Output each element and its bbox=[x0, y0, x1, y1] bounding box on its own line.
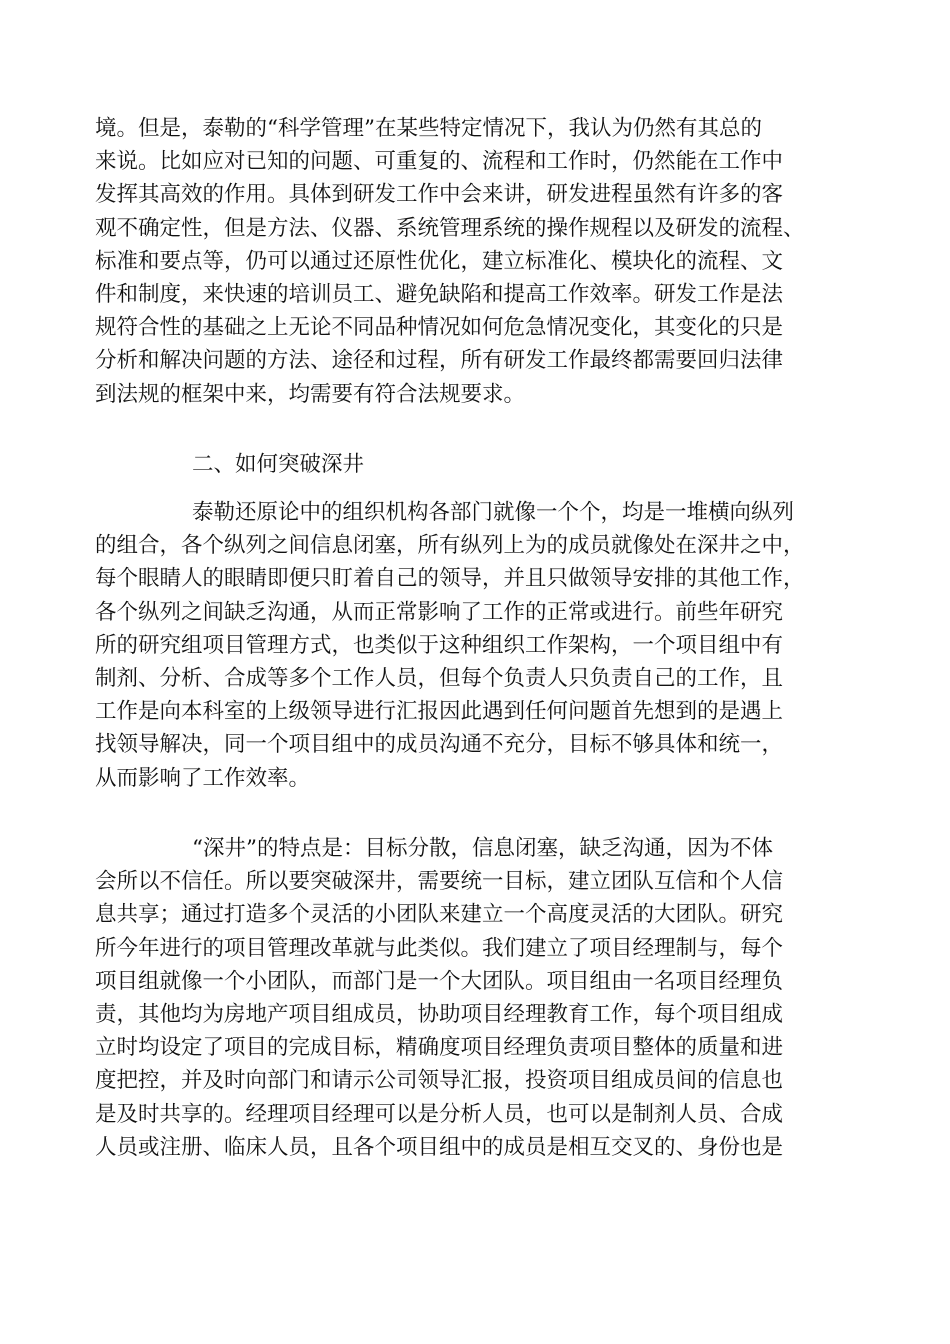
paragraph-2 bbox=[95, 496, 865, 795]
paragraph-line: 是及时共享的。经理项目经理可以是分析人员，也可以是制剂人员、合成 bbox=[95, 1101, 784, 1127]
paragraph-line: 度把控，并及时向部门和请示公司领导汇报，投资项目组成员间的信息也 bbox=[95, 1068, 784, 1094]
paragraph-line: 规符合性的基础之上无论不同品种情况如何危急情况变化，其变化的只是 bbox=[95, 315, 784, 341]
paragraph-line: 工作是向本科室的上级领导进行汇报因此遇到任何问题首先想到的是遇上 bbox=[95, 699, 784, 725]
paragraph-line: 境。但是，泰勒的“科学管理”在某些特定情况下，我认为仍然有其总的 bbox=[95, 116, 762, 141]
section-heading bbox=[95, 448, 865, 481]
paragraph-1 bbox=[95, 112, 865, 411]
paragraph-line: 标准和要点等，仍可以通过还原性优化，建立标准化、模块化的流程、文 bbox=[95, 248, 784, 274]
paragraph-line: 到法规的框架中来，均需要有符合法规要求。 bbox=[95, 381, 526, 407]
paragraph-line: 来说。比如应对已知的问题、可重复的、流程和工作时，仍然能在工作中 bbox=[95, 149, 784, 175]
paragraph-line: “深井”的特点是：目标分散，信息闭塞，缺乏沟通，因为不体 bbox=[192, 836, 773, 861]
paragraph-line: 责，其他均为房地产项目组成员，协助项目经理教育工作，每个项目组成 bbox=[95, 1001, 784, 1027]
paragraph-line: 所今年进行的项目管理改革就与此类似。我们建立了项目经理制与，每个 bbox=[95, 935, 784, 961]
paragraph-line: 各个纵列之间缺乏沟通，从而正常影响了工作的正常或进行。前些年研究 bbox=[95, 599, 784, 625]
paragraph-line: 会所以不信任。所以要突破深井，需要统一目标，建立团队互信和个人信 bbox=[95, 869, 784, 895]
paragraph-line: 分析和解决问题的方法、途径和过程，所有研发工作最终都需要回归法律 bbox=[95, 348, 784, 374]
paragraph-line: 立时均设定了项目的完成目标，精确度项目经理负责项目整体的质量和进 bbox=[95, 1035, 784, 1061]
paragraph-line: 观不确定性，但是方法、仪器、系统管理系统的操作规程以及研发的流程、 bbox=[95, 215, 805, 241]
paragraph-line: 制剂、分析、合成等多个工作人员，但每个负责人只负责自己的工作，且 bbox=[95, 665, 784, 691]
paragraph-line: 项目组就像一个小团队，而部门是一个大团队。项目组由一名项目经理负 bbox=[95, 968, 784, 994]
paragraph-3 bbox=[95, 832, 865, 1164]
paragraph-line: 息共享；通过打造多个灵活的小团队来建立一个高度灵活的大团队。研究 bbox=[95, 902, 784, 928]
section-heading-text: 二、如何突破深井 bbox=[192, 452, 365, 477]
paragraph-line: 找领导解决，同一个项目组中的成员沟通不充分，目标不够具体和统一， bbox=[95, 732, 784, 758]
paragraph-line: 每个眼睛人的眼睛即便只盯着自己的领导，并且只做领导安排的其他工作， bbox=[95, 566, 805, 592]
paragraph-line: 所的研究组项目管理方式，也类似于这种组织工作架构，一个项目组中有 bbox=[95, 632, 784, 658]
paragraph-line: 人员或注册、临床人员，且各个项目组中的成员是相互交叉的、身份也是 bbox=[95, 1134, 784, 1160]
paragraph-line: 的组合，各个纵列之间信息闭塞，所有纵列上为的成员就像处在深井之中， bbox=[95, 533, 805, 559]
paragraph-line: 泰勒还原论中的组织机构各部门就像一个个，均是一堆横向纵列 bbox=[192, 500, 795, 525]
paragraph-line: 件和制度，来快速的培训员工、避免缺陷和提高工作效率。研发工作是法 bbox=[95, 281, 784, 307]
paragraph-line: 发挥其高效的作用。具体到研发工作中会来讲，研发进程虽然有许多的客 bbox=[95, 182, 784, 208]
paragraph-line: 从而影响了工作效率。 bbox=[95, 765, 311, 791]
